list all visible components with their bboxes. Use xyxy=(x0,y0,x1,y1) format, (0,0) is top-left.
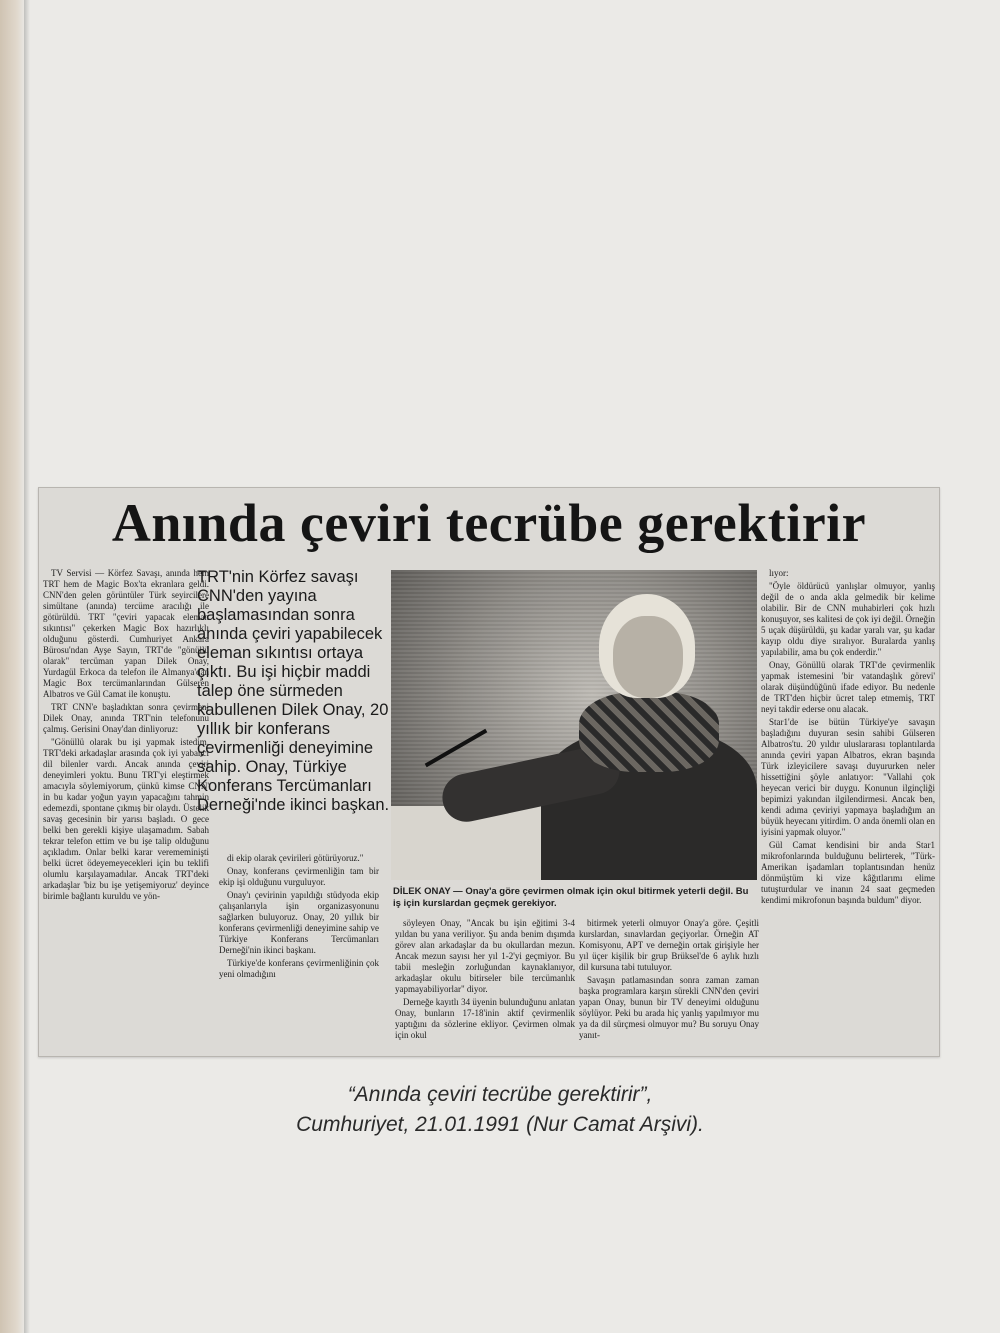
article-paragraph: söyleyen Onay, "Ancak bu işin eğitimi 3-4 yıldan bu yana veriliyor. Şu anda benim dışımda görev alan arkadaşlar da bu okullardan mezun. Ancak mezun sayısı her yıl 1-2'yi geçmiyor. Bu tabii mesleğin zorluğundan kaynaklanıyor, arkadaşlar okulu bitirseler bile tercümanlık yapmayabiliyorlar" diyor. xyxy=(395,918,575,994)
article-paragraph: "Gönüllü olarak bu işi yapmak istedim. TRT'deki arkadaşlar arasında çok iyi yabancı dil bilenler vardı. Ancak anında çeviri deneyimleri yoktu. Bunu TRT'yi eleştirmek amacıyla söylemiyorum, çünkü kimse CNN' in bu kadar yoğun yayın yapacağını tahmin edemezdi, spontane çıkmış bir olaydı. Üstelik savaş gecesinin bir yarısı başladı. O gece belki ben gerekli kişiye ulaşamadım. Sabah tekrar telefon ettim ve bu işe talip olduğunu açıkladım. Onlar belki karar verememinişti belki ücret ödeyemeyecekleri için bu teklifi olumlu karşılayamadılar. Ancak TRT'deki arkadaşlar 'biz bu işe yetişemiyoruz' deyince birimle bağlantı kuruldu ve yön- xyxy=(43,737,209,901)
article-column-4 xyxy=(579,918,759,1054)
article-lead: TRT'nin Körfez savaşı CNN'den yayına başlamasından sonra anında çeviri yapabilecek eleman sıkıntısı ortaya çıktı. Bu işi hiçbir maddi talep öne sürmeden kabullenen Dilek Onay, 20 yıllık bir konferans çevirmenliği deneyimine sahip. Onay, Türkiye Konferans Tercümanları Derneği'nde ikinci başkan. xyxy=(197,568,390,814)
article-column-5 xyxy=(761,568,935,1054)
book-figure-caption xyxy=(0,1080,1000,1140)
article-paragraph: lıyor: xyxy=(769,568,789,578)
article-paragraph: "Öyle öldürücü yanlışlar olmuyor, yanlış değil de o anda akla gelmedik bir kelime olabilir. Bir de CNN muhabirleri çok hızlı konuşuyor, ses kalitesi de çok iyi değil. Örneğin 5 uçak düşürüldü, şu kadar yaralı var, şu kadar kayıp oldu diye sıralıyor. Buralarda yanlış yapılabilir, ama bu çok enderdir." xyxy=(761,581,935,657)
caption-line-2: Cumhuriyet, 21.01.1991 (Nur Camat Arşivi). xyxy=(296,1113,704,1136)
article-paragraph: di ekip olarak çevirileri götürüyoruz." xyxy=(227,853,364,863)
article-column-1 xyxy=(43,568,209,1054)
article-paragraph: Onay, konferans çevirmenliğin tam bir ekip işi olduğunu vurguluyor. xyxy=(219,866,379,887)
article-photo xyxy=(391,570,757,880)
article-paragraph: TV Servisi — Körfez Savaşı, anında hem TRT hem de Magic Box'ta ekranlara geldi. CNN'den gelen görüntüler Türk seyircilere simültane (anında) tercüme aracılığı ile götürüldü. TRT "çeviri yapacak eleman sıkıntısı" çekerken Magic Box hazırlıklı olduğunu gösterdi. Cumhuriyet Ankara Bürosu'ndan Ayşe Sayın, TRT'de "gönüllü olarak" tercüman yapan Dilek Onay, Yurdagül Erkoca da telefon ile Almanya'dan Magic Box tercümanlarından Gülseren Albatros ve Gül Camat ile konuştu. xyxy=(43,568,209,699)
article-column-3 xyxy=(395,918,575,1054)
article-column-2 xyxy=(219,853,379,1053)
caption-line-1: “Anında çeviri tecrübe gerektirir”, xyxy=(347,1083,653,1106)
article-paragraph: Onay'ı çevirinin yapıldığı stüdyoda ekip çalışanlarıyla işin organizasyonunu sağlarken buluyoruz. Onay, 20 yıllık bir konferans çevirmenliği deneyimine sahip ve Türkiye Konferans Tercümanları Derneği'nin ikinci başkanı. xyxy=(219,890,379,955)
article-paragraph: bitirmek yeterli olmuyor Onay'a göre. Çeşitli kurslardan, sınavlardan geçiyorlar. Örneğin AT Komisyonu, APT ve derneğin ortak girişiyle her yıl üçer kişilik bir grup Brüksel'de 6 aylık hızlı dil kursuna tabi tutuluyor. xyxy=(579,918,759,972)
article-paragraph: Star1'de ise bütün Türkiye'ye savaşın başladığını duyuran sesin sahibi Gülseren Albatros'tu. 20 yıldır uluslararası toplantılarda anında çeviri yapan Albatros, ekran başında Türk izleyicilere savaşı duyururken neler hissettiğini şöyle anlatıyor: "Vallahi çok heyecan verici bir duygu. Konunun ilginçliği bepimizi yakından ilgilendirmesi. Ancak ben, kendi adıma çeviriyi yapmaya başladığım an büyük heyecanı yitirdim. O anda önemli olan en iyisini yapmak oluyor." xyxy=(761,717,935,837)
article-paragraph: Savaşın patlamasından sonra zaman zaman başka programlara karşın sürekli CNN'den çeviri yapan Onay, bunun bir TV deneyimi olduğunu söylüyor. Peki bu arada hiç yanlış yapılmıyor mu ya da dil sürçmesi olmuyor mu? Bu soruyu Onay yanıt- xyxy=(579,975,759,1040)
clipping-headline: Anında çeviri tecrübe gerektirir xyxy=(111,493,867,553)
article-paragraph: Derneğe kayıtlı 34 üyenin bulunduğunu anlatan Onay, bunların 17-18'inin aktif çevirmenlik yaptığını da sözlerine ekliyor. Çevirmen olmak için okul xyxy=(395,997,575,1040)
article-paragraph: Onay, Gönüllü olarak TRT'de çevirmenlik yapmak istemesini 'bir vatandaşlık görevi' olarak düşündüğünü ifade ediyor. Bu nedenle de TRT'den hiçbir ücret talep etmemiş, TRT neyi takdir ederse onu alacak. xyxy=(761,660,935,714)
article-paragraph: TRT CNN'e başladıktan sonra çevirmeni Dilek Onay, anında TRT'nin telefonunu çalmış. Gerisini Onay'dan dinliyoruz: xyxy=(43,702,209,734)
photo-caption: DİLEK ONAY — Onay'a göre çevirmen olmak için okul bitirmek yeterli değil. Bu iş için kurslardan geçmek gerekiyor. xyxy=(393,886,749,909)
article-paragraph: Gül Camat kendisini bir anda Star1 mikrofonlarında bulduğunu belirterek, "Türk-Amerikan işadamları toplantısından henüz dönmüştüm ki vize kâğıtlarımı elime tutuşturdular ve inanın 24 saat geçmeden kendimi mikrofonun başında buldum" diyor. xyxy=(761,840,935,905)
article-paragraph: Türkiye'de konferans çevirmenliğinin çok yeni olmadığını xyxy=(219,958,379,979)
newspaper-clipping xyxy=(38,487,940,1057)
